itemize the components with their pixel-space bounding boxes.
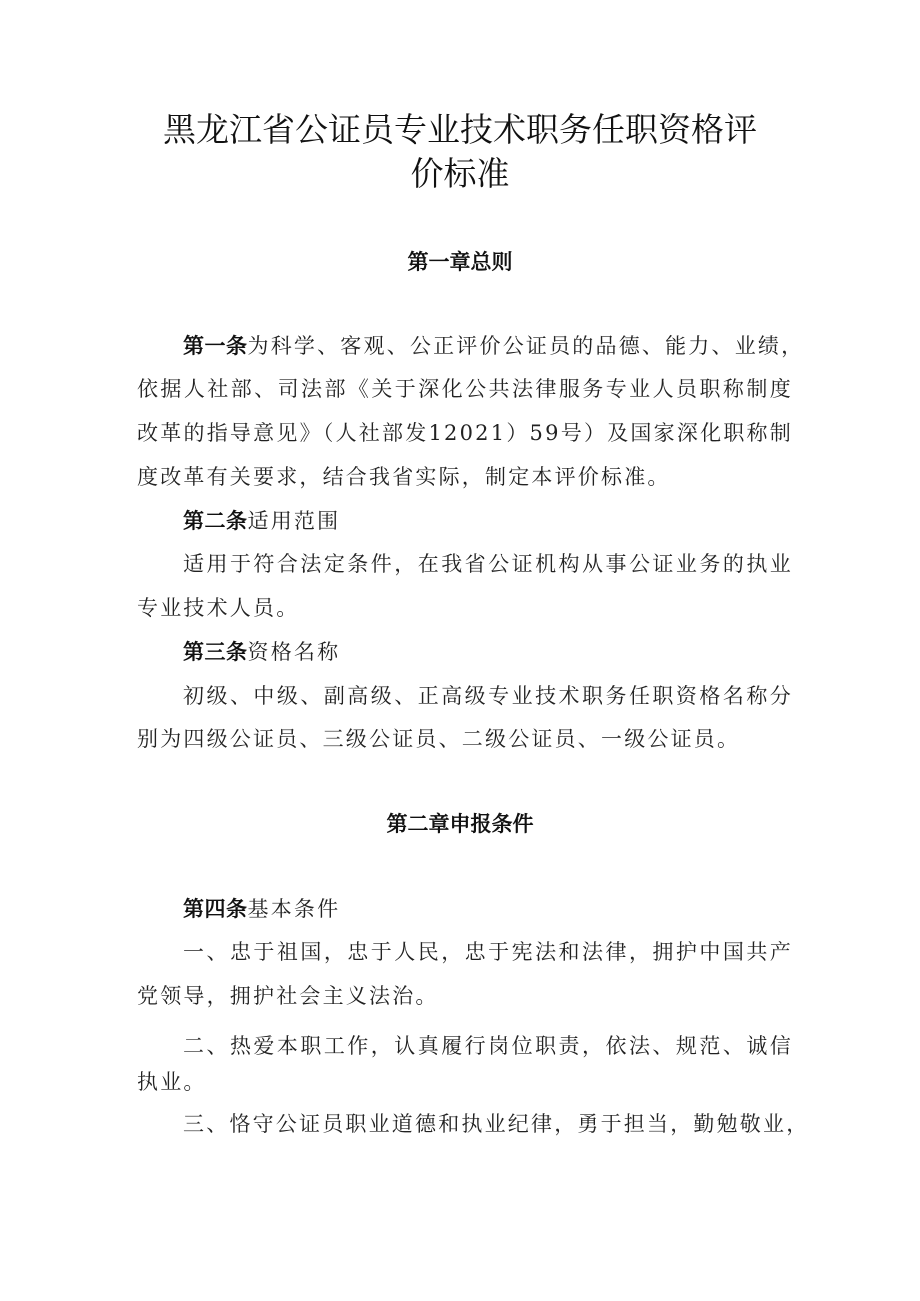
article-1-text-4: 度改革有关要求，结合我省实际，制定本评价标准。 (137, 465, 671, 489)
article-4-title: 基本条件 (247, 897, 341, 921)
article-2-title: 适用范围 (247, 509, 341, 533)
article-1-label: 第一条 (183, 334, 248, 358)
item-1-text-2: 党领导，拥护社会主义法治。 (137, 984, 439, 1008)
article-3-label: 第三条 (183, 640, 248, 664)
article-2-label: 第二条 (183, 509, 248, 533)
document-title-line-1: 黑龙江省公证员专业技术职务任职资格评 (163, 110, 757, 149)
article-1-text-3: 改革的指导意见》（人社部发12021）59号）及国家深化职称制 (137, 421, 793, 445)
article-3-text-1: 初级、中级、副高级、正高级专业技术职务任职资格名称分 (183, 684, 793, 708)
item-2-text-1: 二、热爱本职工作，认真履行岗位职责，依法、规范、诚信 (183, 1034, 793, 1058)
article-1-first-line (183, 330, 805, 362)
document-title-line-2: 价标准 (410, 154, 510, 193)
article-2-text-1: 适用于符合法定条件，在我省公证机构从事公证业务的执业 (183, 552, 793, 576)
chapter-1-heading: 第一章总则 (407, 250, 513, 274)
chapter-2-heading: 第二章申报条件 (386, 812, 534, 836)
article-3-title: 资格名称 (247, 640, 341, 664)
item-2-text-2: 执业。 (137, 1070, 207, 1094)
item-3-text-1: 三、恪守公证员职业道德和执业纪律，勇于担当，勤勉敬业， (183, 1112, 810, 1136)
article-1-text-2: 依据人社部、司法部《关于深化公共法律服务专业人员职称制度 (137, 377, 793, 401)
article-3-text-2: 别为四级公证员、三级公证员、二级公证员、一级公证员。 (137, 727, 741, 751)
article-4-label: 第四条 (183, 897, 248, 921)
article-2-heading (183, 505, 793, 537)
article-4-heading (183, 893, 793, 925)
article-3-heading (183, 636, 793, 668)
article-2-text-2: 专业技术人员。 (137, 596, 300, 620)
article-1-text-1: 为科学、客观、公正评价公证员的品德、能力、业绩， (247, 334, 805, 358)
item-1-text-1: 一、忠于祖国，忠于人民，忠于宪法和法律，拥护中国共产 (183, 940, 793, 964)
